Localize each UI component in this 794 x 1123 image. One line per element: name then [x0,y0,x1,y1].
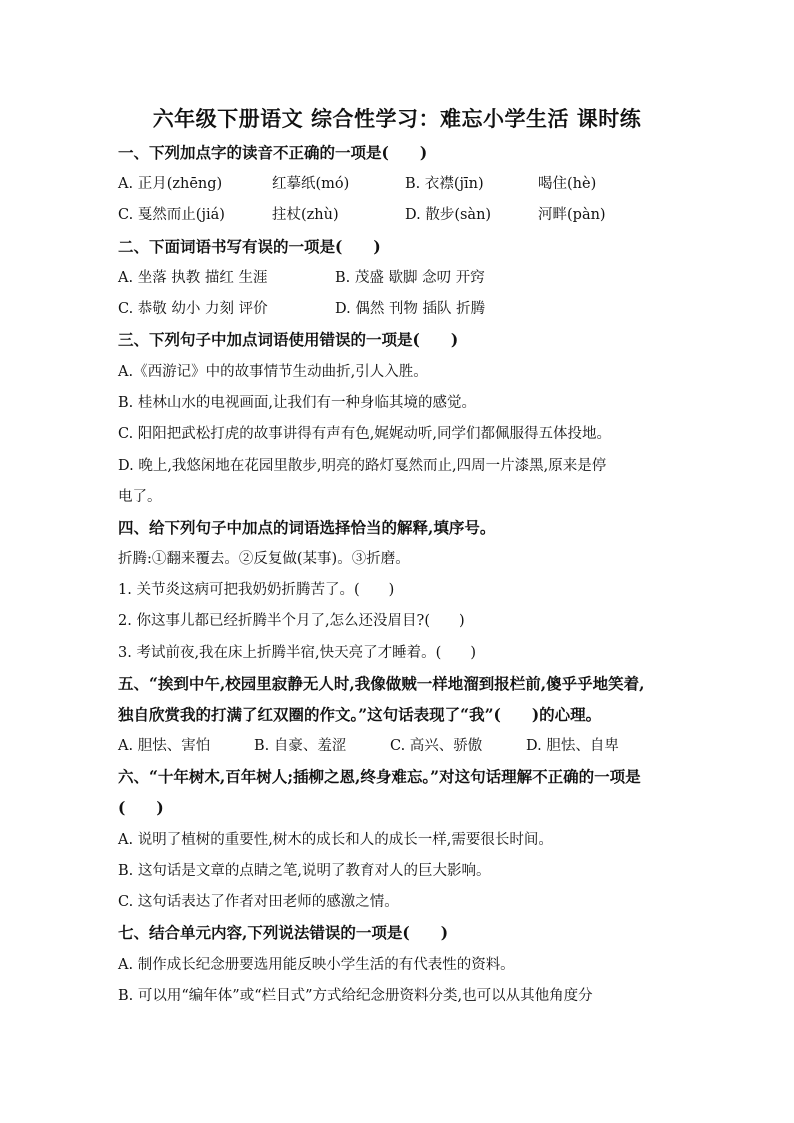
q3-option-d-continued: 电了。 [118,489,162,505]
q2-option-c: C. 恭敬 幼小 力刻 评价 [118,301,268,317]
q4-definitions: 折腾:①翻来覆去。②反复做(某事)。③折磨。 [118,551,410,567]
q3-option-d: D. 晚上,我悠闲地在花园里散步,明亮的路灯戛然而止,四周一片漆黑,原来是停 [118,458,607,474]
q3-option-c: C. 阳阳把武松打虎的故事讲得有声有色,娓娓动听,同学们都佩服得五体投地。 [118,426,612,442]
q6-option-c: C. 这句话表达了作者对田老师的感激之情。 [118,894,399,910]
q1-option-d: D. 散步(sàn) [405,207,492,223]
q2-option-d: D. 偶然 刊物 插队 折腾 [335,301,486,317]
q1-option-b: B. 衣襟(jīn) [405,176,484,192]
question-1-heading: 一、下列加点字的读音不正确的一项是( ) [118,143,428,162]
question-6-heading: 六、“十年树木,百年树人;插柳之恩,终身难忘。”对这句话理解不正确的一项是 [118,767,641,786]
question-5-heading: 五、“挨到中午,校园里寂静无人时,我像做贼一样地溜到报栏前,傻乎乎地笑着, [118,674,645,693]
q4-sentence-2: 2. 你这事儿都已经折腾半个月了,怎么还没眉目?( ) [118,613,465,629]
question-2-heading: 二、下面词语书写有误的一项是( ) [118,237,381,256]
question-6-heading-continued: ( ) [118,798,164,817]
q3-option-b: B. 桂林山水的电视画面,让我们有一种身临其境的感觉。 [118,395,476,411]
q5-option-d: D. 胆怯、自卑 [526,738,619,754]
q5-option-a: A. 胆怯、害怕 [118,738,211,754]
q3-option-a: A.《西游记》中的故事情节生动曲折,引人入胜。 [118,364,428,380]
q1-option-a-extra: 红摹纸(mó) [272,176,350,192]
q1-option-d-extra: 河畔(pàn) [538,207,606,223]
q7-option-b: B. 可以用“编年体”或“栏目式”方式给纪念册资料分类,也可以从其他角度分 [118,988,593,1004]
q6-option-a: A. 说明了植树的重要性,树木的成长和人的成长一样,需要很长时间。 [118,832,553,848]
q7-option-a: A. 制作成长纪念册要选用能反映小学生活的有代表性的资料。 [118,957,515,973]
question-5-heading-continued: 独自欣赏我的打满了红双圈的作文。”这句话表现了“我”( )的心理。 [118,705,602,724]
q1-option-b-extra: 喝住(hè) [538,176,597,192]
q4-sentence-1: 1. 关节炎这病可把我奶奶折腾苦了。( ) [118,582,395,598]
q5-option-c: C. 高兴、骄傲 [390,738,483,754]
q5-option-b: B. 自豪、羞涩 [254,738,347,754]
q1-option-c-extra: 拄杖(zhù) [272,207,339,223]
q2-option-a: A. 坐落 执教 描红 生涯 [118,270,268,286]
q6-option-b: B. 这句话是文章的点睛之笔,说明了教育对人的巨大影响。 [118,863,491,879]
question-4-heading: 四、给下列句子中加点的词语选择恰当的解释,填序号。 [118,518,496,537]
question-7-heading: 七、结合单元内容,下列说法错误的一项是( ) [118,923,449,942]
page-title: 六年级下册语文 综合性学习：难忘小学生活 课时练 [152,106,642,131]
q1-option-c: C. 戛然而止(jiá) [118,207,225,223]
q2-option-b: B. 茂盛 歇脚 念叨 开窍 [335,270,485,286]
question-3-heading: 三、下列句子中加点词语使用错误的一项是( ) [118,330,459,349]
q4-sentence-3: 3. 考试前夜,我在床上折腾半宿,快天亮了才睡着。( ) [118,645,476,661]
q1-option-a: A. 正月(zhēng) [118,176,223,192]
